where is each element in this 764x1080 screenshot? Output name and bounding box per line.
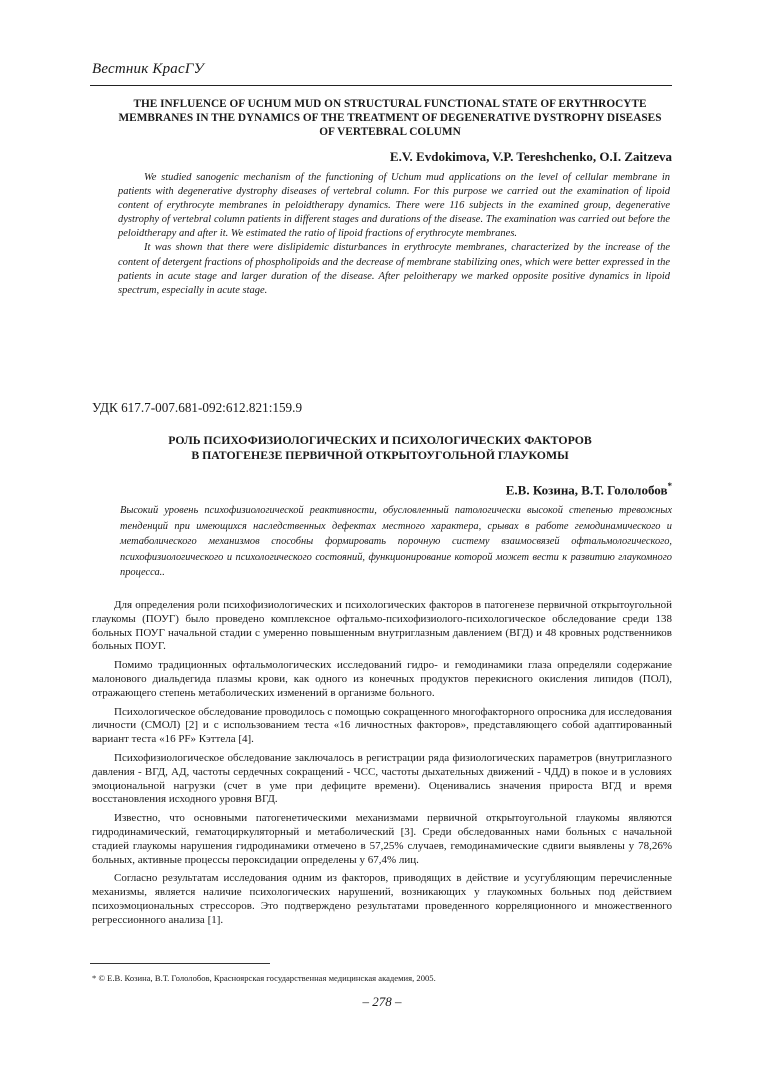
- journal-title: Вестник КрасГУ: [92, 61, 204, 77]
- english-abstract: [118, 171, 670, 298]
- russian-article-authors: [506, 481, 672, 498]
- body-paragraph: Известно, что основными патогенетическими механизмами первичной открытоугольной глаукомы являются гидродинамический, гематоциркуляторный и метаболический [3]. Среди обследованных нами больных с начальной стадией глаукомы нарушения гидродинамики отмечено в 57,25% случаев, гемодинамические сдвиги выявлены у 78,26% больных, активные процессы пероксидации определены у 67,4% лиц.: [92, 812, 672, 866]
- english-article-title: THE INFLUENCE OF UCHUM MUD ON STRUCTURAL FUNCTIONAL STATE OF ERYTHROCYTE MEMBRANES IN THE DYNAMICS OF THE TREATMENT OF DEGENERATIVE DYSTROPHY DISEASES OF VERTEBRAL COLUMN: [118, 98, 662, 139]
- body-paragraph: Психофизиологическое обследование заключалось в регистрации ряда физиологических параметров (внутриглазного давления - ВГД, АД, частоты сердечных сокращений - ЧСС, частоты дыхательных движений - ЧДД) в покое и в условиях эмоциональной нагрузки (счет в уме при дефиците времени). Оценивались значения прироста ВГД и время восстановления исходного уровня ВГД.: [92, 751, 672, 806]
- authors-names: Е.В. Козина, В.Т. Гололобов: [505, 482, 668, 498]
- header-rule: [90, 85, 672, 86]
- footnote-rule: [90, 963, 270, 964]
- body-paragraph: Согласно результатам исследования одним из факторов, приводящих в действие и усугубляющим перечисленные механизмы, является наличие психологических нарушений, возникающих у глаукомных больных под действием психоэмоциональных стрессоров. Это подтверждено результатами проведенного корреляционного и множественного регрессионного анализа [1].: [92, 872, 672, 926]
- russian-article-title: [130, 433, 630, 463]
- russian-title-line: РОЛЬ ПСИХОФИЗИОЛОГИЧЕСКИХ И ПСИХОЛОГИЧЕСКИХ ФАКТОРОВ: [168, 433, 592, 447]
- english-abstract-paragraph: It was shown that there were dislipidemic disturbances in erythrocyte membranes, characterized by the increase of the content of detergent fractions of phospholipoids and the decrease of membrane stabilizing ones, which were better expressed in the patients in acute stage and larger duration of the disease. After peloitherapy we marked opposite positive dynamics in lipoid spectrum, especially in acute stage.: [118, 242, 670, 296]
- footnote-marker: *: [667, 481, 672, 491]
- page-number: – 278 –: [362, 994, 402, 1009]
- udk-code: УДК 617.7-007.681-092:612.821:159.9: [92, 400, 303, 415]
- english-article-authors: E.V. Evdokimova, V.P. Tereshchenko, O.I. Zaitzeva: [389, 149, 672, 164]
- russian-title-line: В ПАТОГЕНЕЗЕ ПЕРВИЧНОЙ ОТКРЫТОУГОЛЬНОЙ ГЛАУКОМЫ: [191, 447, 569, 462]
- article-body: [92, 599, 672, 933]
- body-paragraph: Для определения роли психофизиологических и психологических факторов в патогенезе первичной открытоугольной глаукомы (ПОУГ) было проведено комплексное офтальмо-психофизиолого-психологическое обследование среди 138 больных ПОУГ начальной стадии с умеренно повышенным внутриглазным давлением (ВГД) и 48 кровных родственников больных ПОУГ.: [92, 599, 672, 653]
- russian-abstract: Высокий уровень психофизиологической реактивности, обусловленный патологически высокой степенью тревожных тенденций при имеющихся наследственных дефектах местного характера, срывах в работе гемодинамического и метаболического механизмов способны формировать порочную систему взаимосвязей офтальмологического, психофизиологического и психологического состояний, функционирование которой может вести к развитию глаукомного процесса..: [120, 505, 672, 578]
- english-abstract-paragraph: We studied sanogenic mechanism of the functioning of Uchum mud applications on the level of cellular membrane in patients with degenerative dystrophy diseases of vertebral column. For this purpose we carried out the examination of lipoid content of erythrocyte membranes in peloidtherapy dynamics. There were 116 subjects in the examined group, degenerative dystrophy of vertebral column patients in different stages and durations of the disease. The examination was carried out before the peloidtherapy and after it. We estimated the ratio of lipoid fractions of erythrocyte membranes.: [118, 172, 670, 240]
- footnote: * © Е.В. Козина, В.Т. Гололобов, Красноярская государственная медицинская академия, 2005.: [92, 973, 436, 983]
- body-paragraph: Психологическое обследование проводилось с помощью сокращенного многофакторного опросника для исследования личности (СМОЛ) [2] и с использованием теста «16 личностных факторов», представляющего собой адаптированный вариант теста «16 PF» Кэттела [4].: [92, 705, 672, 746]
- body-paragraph: Помимо традиционных офтальмологических исследований гидро- и гемодинамики глаза определяли содержание малонового диальдегида плазмы крови, как одного из конечных продуктов перекисного окисления липидов (ПОЛ), отражающего степень метаболических изменений в организме больного.: [92, 659, 672, 699]
